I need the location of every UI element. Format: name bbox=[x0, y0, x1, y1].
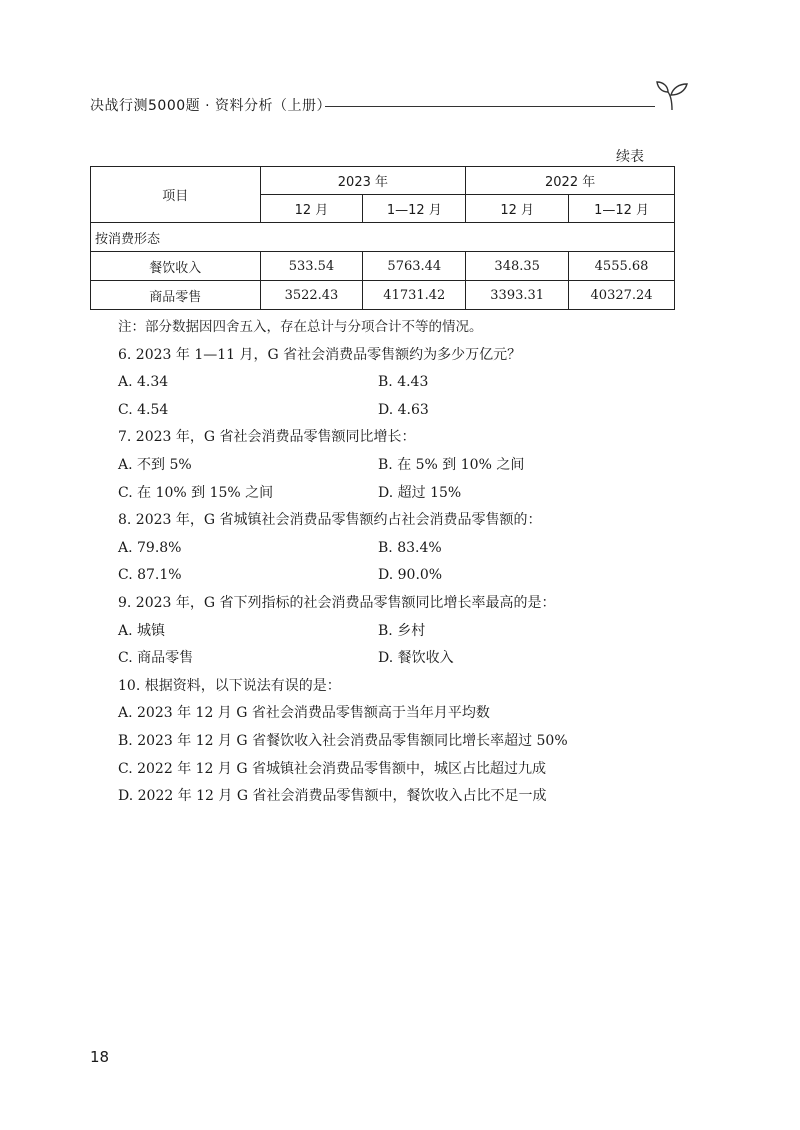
subheader-2023-dec: 12 月 bbox=[260, 195, 363, 223]
sprout-icon bbox=[652, 78, 692, 112]
table-row bbox=[91, 281, 675, 310]
option[interactable]: C. 商品零售 bbox=[118, 650, 194, 667]
cell: 3522.43 bbox=[260, 281, 363, 310]
cell: 5763.44 bbox=[363, 252, 466, 281]
subheader-2023-jan-dec: 1—12 月 bbox=[363, 195, 466, 223]
option[interactable]: A. 79.8% bbox=[118, 539, 182, 556]
cell: 4555.68 bbox=[569, 252, 675, 281]
question-stem: 10. 根据资料，以下说法有误的是： bbox=[118, 677, 341, 694]
option[interactable]: A. 2023 年 12 月 G 省社会消费品零售额高于当年月平均数 bbox=[118, 705, 490, 722]
option[interactable]: C. 在 10% 到 15% 之间 bbox=[118, 484, 274, 501]
running-title: 决战行测5000题 · 资料分析（上册） bbox=[90, 98, 331, 114]
option[interactable]: C. 4.54 bbox=[118, 401, 169, 418]
option[interactable]: A. 4.34 bbox=[118, 374, 169, 391]
option[interactable]: C. 87.1% bbox=[118, 567, 182, 584]
option[interactable]: B. 83.4% bbox=[378, 539, 442, 556]
header-year-2023: 2023 年 bbox=[260, 167, 466, 195]
question-stem: 6. 2023 年 1—11 月，G 省社会消费品零售额约为多少万亿元？ bbox=[118, 346, 522, 363]
cell: 41731.42 bbox=[363, 281, 466, 310]
option[interactable]: A. 城镇 bbox=[118, 622, 166, 639]
question-stem: 7. 2023 年，G 省社会消费品零售额同比增长： bbox=[118, 429, 416, 446]
option[interactable]: B. 4.43 bbox=[378, 374, 429, 391]
cell: 348.35 bbox=[466, 252, 569, 281]
header-year-2022: 2022 年 bbox=[466, 167, 675, 195]
option[interactable]: A. 不到 5% bbox=[118, 456, 192, 473]
subheader-2022-dec: 12 月 bbox=[466, 195, 569, 223]
option[interactable]: D. 超过 15% bbox=[378, 484, 462, 501]
option[interactable]: D. 2022 年 12 月 G 省社会消费品零售额中，餐饮收入占比不足一成 bbox=[118, 788, 547, 805]
section-label: 按消费形态 bbox=[91, 223, 675, 252]
table-note: 注：部分数据因四舍五入，存在总计与分项合计不等的情况。 bbox=[118, 319, 483, 335]
cell: 3393.31 bbox=[466, 281, 569, 310]
option[interactable]: D. 4.63 bbox=[378, 401, 429, 418]
cell: 40327.24 bbox=[569, 281, 675, 310]
table-row bbox=[91, 252, 675, 281]
option[interactable]: C. 2022 年 12 月 G 省城镇社会消费品零售额中，城区占比超过九成 bbox=[118, 760, 546, 777]
subheader-2022-jan-dec: 1—12 月 bbox=[569, 195, 675, 223]
question-stem: 9. 2023 年，G 省下列指标的社会消费品零售额同比增长率最高的是： bbox=[118, 594, 556, 611]
row-label: 餐饮收入 bbox=[91, 252, 261, 281]
option[interactable]: B. 乡村 bbox=[378, 622, 426, 639]
header-rule bbox=[325, 106, 655, 107]
header-item: 项目 bbox=[91, 167, 261, 223]
row-label: 商品零售 bbox=[91, 281, 261, 310]
question-stem: 8. 2023 年，G 省城镇社会消费品零售额约占社会消费品零售额的： bbox=[118, 512, 542, 529]
cell: 533.54 bbox=[260, 252, 363, 281]
option[interactable]: D. 90.0% bbox=[378, 567, 443, 584]
option[interactable]: B. 在 5% 到 10% 之间 bbox=[378, 456, 525, 473]
page-number: 18 bbox=[90, 1048, 110, 1066]
data-table bbox=[90, 166, 675, 310]
continued-label: 续表 bbox=[616, 149, 644, 165]
option[interactable]: D. 餐饮收入 bbox=[378, 650, 454, 667]
question-body bbox=[118, 314, 638, 811]
option[interactable]: B. 2023 年 12 月 G 省餐饮收入社会消费品零售额同比增长率超过 50% bbox=[118, 732, 568, 749]
